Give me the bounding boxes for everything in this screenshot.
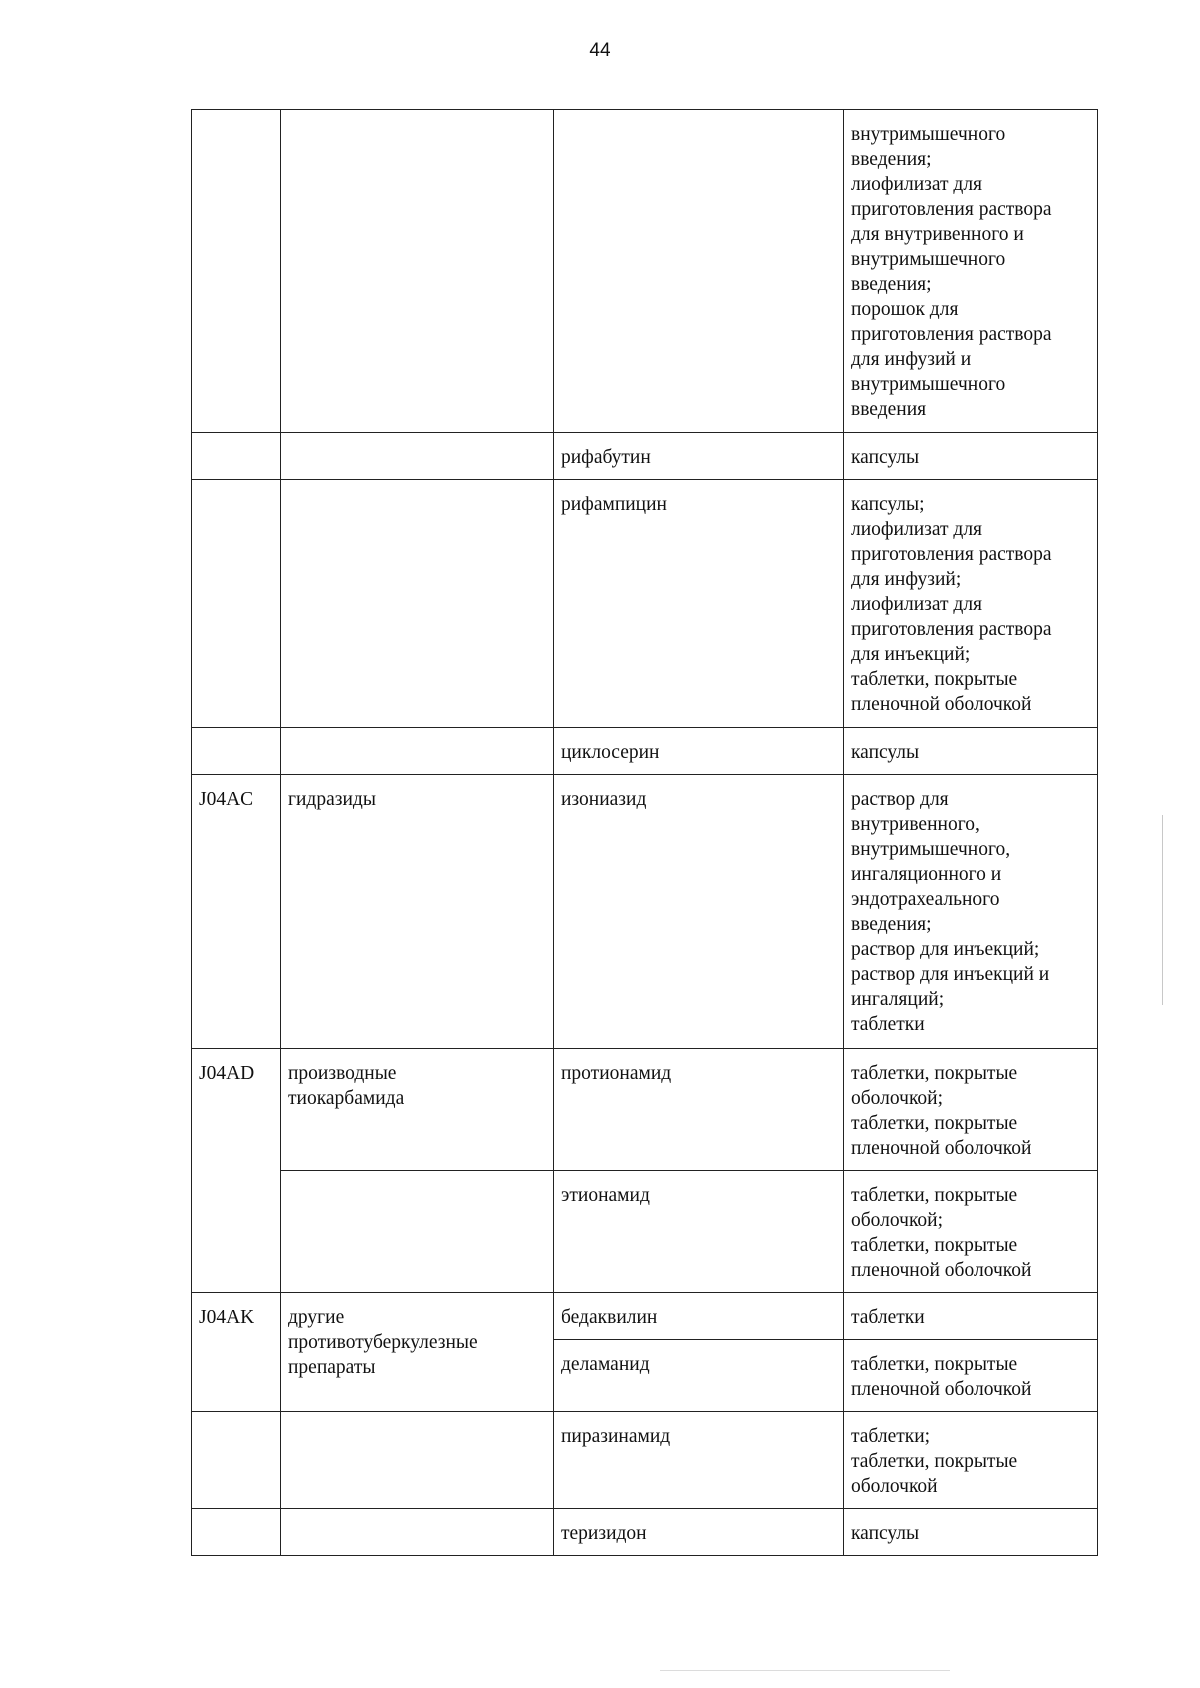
atc-code-cell: J04AC [192, 775, 281, 1049]
drug-name-cell: протионамид [554, 1049, 844, 1171]
dosage-forms-cell: таблетки [844, 1293, 1098, 1340]
group-name-cell [281, 1171, 554, 1293]
table-row [192, 775, 1098, 1049]
table-row [192, 1412, 1098, 1509]
page-number: 44 [589, 40, 611, 61]
drug-name-cell: пиразинамид [554, 1412, 844, 1509]
drug-name-cell: теризидон [554, 1509, 844, 1556]
table-row [192, 1171, 1098, 1293]
medication-table [191, 109, 1098, 1556]
table-row [192, 1509, 1098, 1556]
atc-code-cell: J04AD [192, 1049, 281, 1293]
table-row [192, 480, 1098, 728]
dosage-forms-cell: внутримышечного введения; лиофилизат для приготовления раствора для внутривенного и внутримышечного введения; порошок для приготовления раствора для инфузий и внутримышечного введения [844, 110, 1098, 433]
drug-name-cell: циклосерин [554, 728, 844, 775]
drug-name-cell: рифампицин [554, 480, 844, 728]
group-name-cell [281, 110, 554, 433]
group-name-cell [281, 480, 554, 728]
drug-name-cell: деламанид [554, 1340, 844, 1412]
group-name-cell [281, 1509, 554, 1556]
dosage-forms-cell: таблетки, покрытые пленочной оболочкой [844, 1340, 1098, 1412]
table-row [192, 728, 1098, 775]
drug-name-cell: изониазид [554, 775, 844, 1049]
atc-code-cell [192, 1412, 281, 1509]
group-name-cell: производные тиокарбамида [281, 1049, 554, 1171]
drug-name-cell: рифабутин [554, 433, 844, 480]
dosage-forms-cell: капсулы [844, 728, 1098, 775]
atc-code-cell [192, 728, 281, 775]
group-name-cell [281, 433, 554, 480]
dosage-forms-cell: капсулы [844, 1509, 1098, 1556]
dosage-forms-cell: раствор для внутривенного, внутримышечного, ингаляционного и эндотрахеального введения; раствор для инъекций; раствор для инъекций и ингаляций; таблетки [844, 775, 1098, 1049]
atc-code-cell: J04AK [192, 1293, 281, 1412]
table-row [192, 1293, 1098, 1340]
drug-name-cell: бедаквилин [554, 1293, 844, 1340]
table-row [192, 110, 1098, 433]
atc-code-cell [192, 1509, 281, 1556]
atc-code-cell [192, 110, 281, 433]
group-name-cell: другие противотуберкулезные препараты [281, 1293, 554, 1412]
scan-artifact-line [660, 1670, 950, 1671]
table-row [192, 433, 1098, 480]
dosage-forms-cell: таблетки; таблетки, покрытые оболочкой [844, 1412, 1098, 1509]
table-row [192, 1049, 1098, 1171]
drug-name-cell [554, 110, 844, 433]
dosage-forms-cell: таблетки, покрытые оболочкой; таблетки, покрытые пленочной оболочкой [844, 1049, 1098, 1171]
group-name-cell [281, 728, 554, 775]
dosage-forms-cell: капсулы; лиофилизат для приготовления раствора для инфузий; лиофилизат для приготовления раствора для инъекций; таблетки, покрытые пленочной оболочкой [844, 480, 1098, 728]
group-name-cell [281, 1412, 554, 1509]
drug-name-cell: этионамид [554, 1171, 844, 1293]
dosage-forms-cell: капсулы [844, 433, 1098, 480]
scan-artifact-line [1162, 815, 1163, 1005]
atc-code-cell [192, 480, 281, 728]
group-name-cell: гидразиды [281, 775, 554, 1049]
dosage-forms-cell: таблетки, покрытые оболочкой; таблетки, покрытые пленочной оболочкой [844, 1171, 1098, 1293]
atc-code-cell [192, 433, 281, 480]
